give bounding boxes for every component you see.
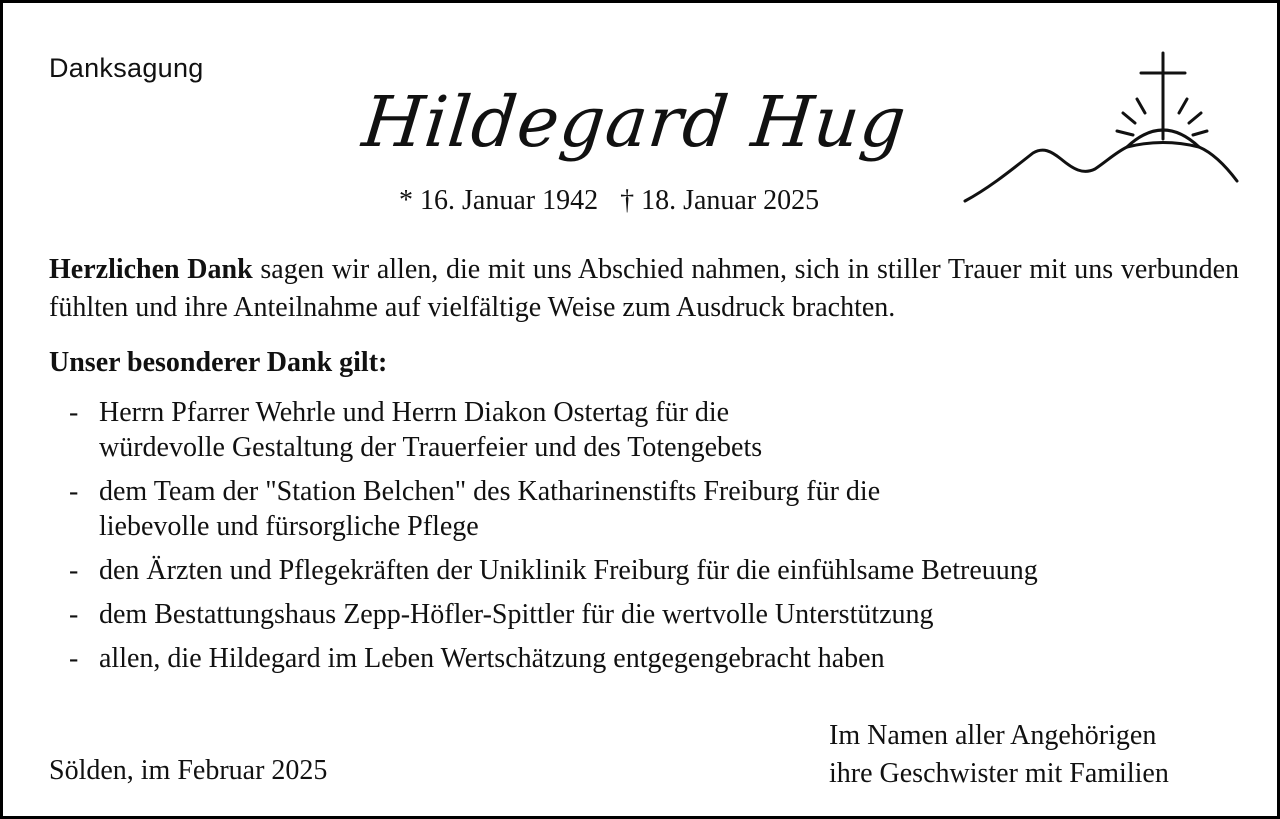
list-dash: -	[69, 599, 79, 630]
cross-on-mountain-icon	[961, 47, 1241, 209]
list-item	[69, 641, 1249, 676]
notice-type-label: Danksagung	[49, 53, 204, 83]
place-and-date: Sölden, im Februar 2025	[49, 755, 328, 786]
list-item-text: Herrn Pfarrer Wehrle und Herrn Diakon Ostertag für die	[99, 397, 730, 428]
life-dates	[399, 185, 819, 217]
deceased-name: Hildegard Hug	[358, 81, 911, 163]
thank-you-paragraph	[49, 251, 1239, 327]
list-item-text: dem Team der "Station Belchen" des Katharinenstifts Freiburg für die	[99, 476, 881, 507]
thank-you-emphasis: Herzlichen Dank	[49, 254, 253, 285]
list-item-continuation	[69, 430, 1249, 465]
list-dash: -	[69, 643, 79, 674]
list-dash: -	[69, 555, 79, 586]
list-item-text: liebevolle und fürsorgliche Pflege	[99, 511, 479, 542]
list-item	[69, 395, 1249, 430]
signature-block	[829, 717, 1169, 793]
list-item	[69, 474, 1249, 509]
list-item-text: dem Bestattungshaus Zepp-Höfler-Spittler für die wertvolle Unterstützung	[99, 599, 934, 630]
list-dash: -	[69, 397, 79, 428]
list-item	[69, 553, 1249, 588]
list-item-text: den Ärzten und Pflegekräften der Uniklinik Freiburg für die einfühlsame Betreuung	[99, 555, 1038, 586]
list-item-continuation	[69, 509, 1249, 544]
death-date: † 18. Januar 2025	[620, 185, 820, 216]
list-item-text: würdevolle Gestaltung der Trauerfeier und des Totengebets	[99, 432, 763, 463]
signature-line-1: Im Namen aller Angehörigen	[829, 720, 1157, 751]
special-thanks-list	[69, 395, 1249, 685]
list-item	[69, 597, 1249, 632]
birth-date: * 16. Januar 1942	[399, 185, 599, 216]
thank-you-text: sagen wir allen, die mit uns Abschied nahmen, sich in stiller Trauer mit uns verbunden fühlten und ihre Anteilnahme auf vielfältige Weise zum Ausdruck brachten.	[49, 254, 1239, 323]
list-item-text: allen, die Hildegard im Leben Wertschätzung entgegengebracht haben	[99, 643, 885, 674]
list-dash: -	[69, 476, 79, 507]
signature-line-2: ihre Geschwister mit Familien	[829, 758, 1169, 789]
special-thanks-heading: Unser besonderer Dank gilt:	[49, 347, 388, 378]
